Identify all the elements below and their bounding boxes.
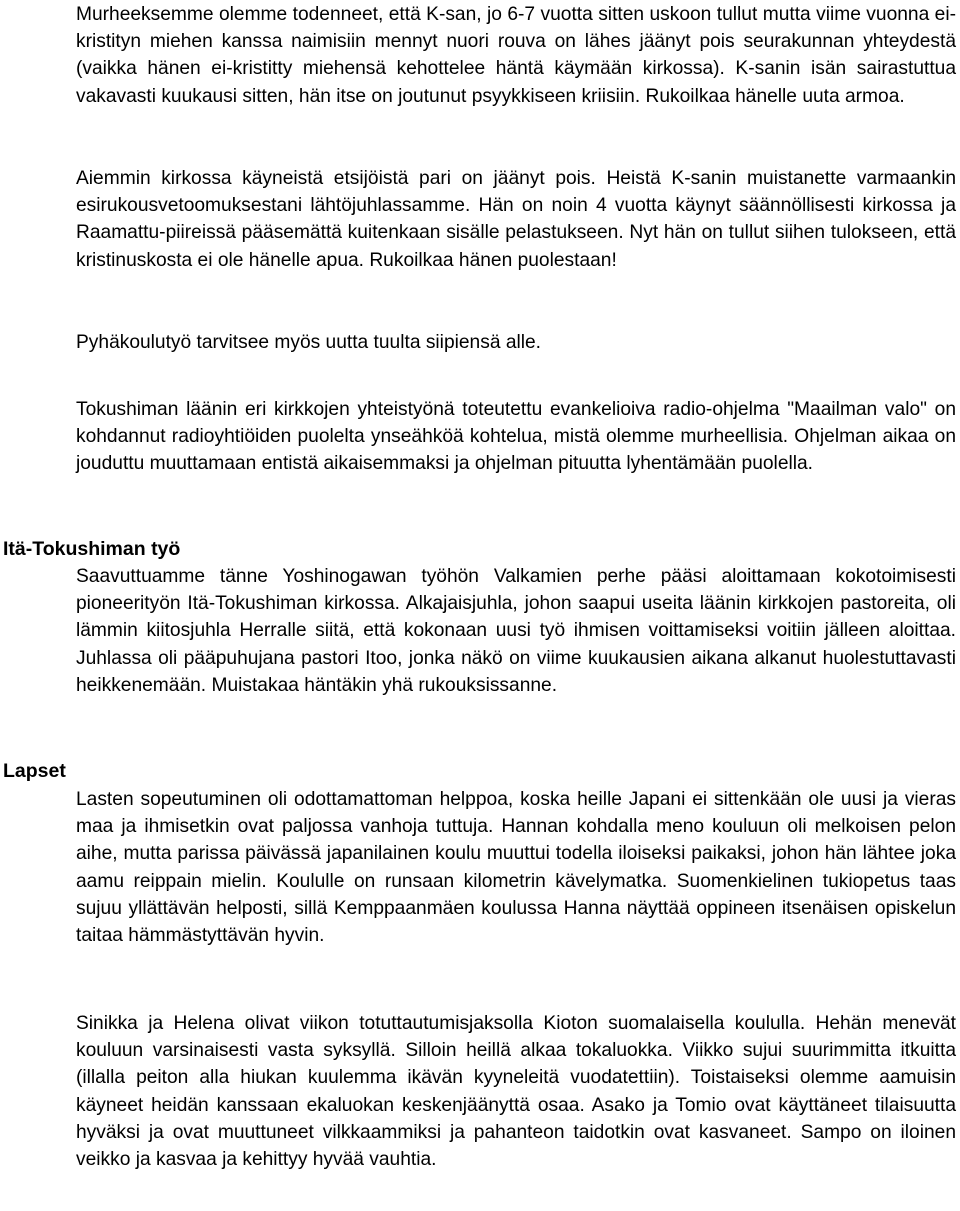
paragraph-radio-ohjelma: Tokushiman läänin eri kirkkojen yhteistyönä toteutettu evankelioiva radio-ohjelma "Maailman valo" on kohdannut radioyhtiöiden puolelta ynseähköä kohtelua, mistä olemme murheellisia. Ohjelman aikaa on jouduttu muuttamaan entistä aikaisemmaksi ja ohjelman pituutta lyhentämään puolella. <box>76 399 956 475</box>
paragraph-ita-tokushiman-tyo: Saavuttuamme tänne Yoshinogawan työhön Valkamien perhe pääsi aloittamaan kokotoimisesti pioneerityön Itä-Tokushiman kirkossa. Alkajaisjuhla, johon saapui useita läänin kirkkojen pastoreita, oli lämmin kiitosjuhla Herralle siitä, että kokonaan uusi työ ihmisen voittamiseksi voitiin jälleen aloittaa. Juhlassa oli pääpuhujana pastori Itoo, jonka näkö on viime kuukausien aikana alkanut huolestuttavasti heikkenemään. Muistakaa häntäkin yhä rukouksissanne. <box>76 566 956 696</box>
section-heading-ita-tokushima: Itä-Tokushiman työ <box>3 538 181 560</box>
paragraph-pyhakoulutyo: Pyhäkoulutyö tarvitsee myös uutta tuulta siipiensä alle. <box>76 332 542 353</box>
paragraph-lapset-sopeutuminen: Lasten sopeutuminen oli odottamattoman helppoa, koska heille Japani ei sittenkään ole uusi ja vieras maa ja ihmisetkin ovat paljossa vanhoja tuttuja. Hannan kohdalla meno kouluun oli melkoisen pelon aihe, mutta parissa päivässä japanilainen koulu muuttui todella iloiseksi paikaksi, johon hän lähtee joka aamu reippain mielin. Koululle on runsaan kilometrin kävelymatka. Suomenkielinen tukiopetus taas sujuu yllättävän helposti, sillä Kemppaanmäen koulussa Hanna näyttää oppineen itsenäisen opiskelun taitaa hämmästyttävän hyvin. <box>76 789 956 947</box>
paragraph-sinikka-helena: Sinikka ja Helena olivat viikon totuttautumisjaksolla Kioton suomalaisella koululla. Hehän menevät kouluun varsinaisesti vasta syksyllä. Silloin heillä alkaa tokaluokka. Viikko sujui suurimmitta itkuitta (illalla peiton alla hiukan kuulemma ikävän kyyneleitä vuodatettiin). Toistaiseksi olemme aamuisin käyneet heidän kanssaan ekaluokan keskenjäänyttä osaa. Asako ja Tomio ovat käyttäneet tilaisuutta hyväksi ja ovat muuttuneet vilkkaammiksi ja pahanteon taidotkin ovat kasvaneet. Sampo on iloinen veikko ja kasvaa ja kehittyy hyvää vauhtia. <box>76 1013 956 1171</box>
paragraph-k-san-rouva: Murheeksemme olemme todenneet, että K-san, jo 6-7 vuotta sitten uskoon tullut mutta viime vuonna ei-kristityn miehen kanssa naimisiin mennyt nuori rouva on lähes jäänyt pois seurakunnan yhteydestä (vaikka hänen ei-kristitty miehensä kehottelee häntä käymään kirkossa). K-sanin isän sairastuttua vakavasti kuukausi sitten, hän itse on joutunut psyykkiseen kriisiin. Rukoilkaa hänelle uuta armoa. <box>76 4 956 107</box>
paragraph-etsijat: Aiemmin kirkossa käyneistä etsijöistä pari on jäänyt pois. Heistä K-sanin muistanette varmaankin esirukousvetoomuksestani lähtöjuhlassamme. Hän on noin 4 vuotta käynyt säännöllisesti kirkossa ja Raamattu-piireissä pääsemättä kuitenkaan sisälle pelastukseen. Nyt hän on tullut siihen tulokseen, että kristinuskosta ei ole hänelle apua. Rukoilkaa hänen puolestaan! <box>76 168 956 271</box>
section-heading-lapset: Lapset <box>3 760 66 782</box>
